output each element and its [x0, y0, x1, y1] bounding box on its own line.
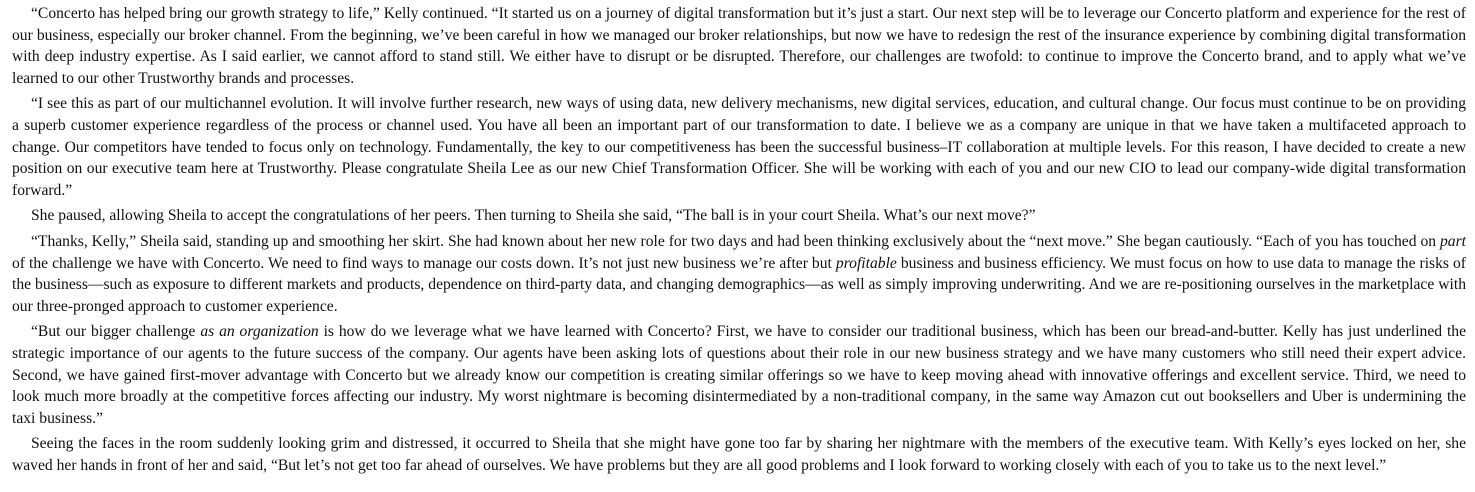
paragraph-text: is how do we leverage what we have learned with Concerto? First, we have to consider our traditional business, which has been our bread-and-butter. Kelly has just underlined the strategic importance of our agents to the future success of the company. Our agents have been asking lots of questions about their role in our new business strategy and we have many customers who still need their expert advice. Second, we have gained first-mover advantage with Concerto but we already know our competition is creating similar offerings so we have to keep moving ahead with innovative offerings and excellent service. Third, we need to look much more broadly at the competitive forces affecting our industry. My worst nightmare is becoming disintermediated by a non-traditional company, in the same way Amazon cut out booksellers and Uber is undermining the taxi business.” — [12, 323, 1466, 427]
paragraph-2 — [12, 93, 1466, 201]
paragraph-4 — [12, 231, 1466, 317]
italic-emphasis: part — [1440, 232, 1466, 250]
paragraph-text: business and business efficiency. We must focus on how to use data to manage the risks of the business—such as exposure to different markets and products, dependence on third-party data, and changing demographics—as well as simply improving underwriting. And we are re-positioning ourselves in the marketplace with our three-pronged approach to customer experience. — [12, 254, 1466, 315]
paragraph-1 — [12, 3, 1466, 89]
paragraph-text: “But our bigger challenge — [31, 323, 201, 341]
italic-emphasis: as an organization — [200, 323, 319, 341]
italic-emphasis: profitable — [835, 254, 897, 272]
paragraph-text: of the challenge we have with Concerto. We need to find ways to manage our costs down. It’s not just new business we’re after but — [12, 254, 836, 272]
paragraph-6 — [12, 433, 1466, 476]
paragraph-text: “Concerto has helped bring our growth strategy to life,” Kelly continued. “It started us on a journey of digital transformation but it’s just a start. Our next step will be to leverage our Concerto platform and experience for the rest of our business, especially our broker channel. From the beginning, we’ve been careful in how we managed our broker relationships, but now we have to redesign the rest of the insurance experience by combining digital transformation with deep industry expertise. As I said earlier, we cannot afford to stand still. We either have to disrupt or be disrupted. Therefore, our challenges are twofold: to continue to improve the Concerto brand, and to apply what we’ve learned to our other Trustworthy brands and processes. — [12, 5, 1466, 87]
paragraph-text: Seeing the faces in the room suddenly looking grim and distressed, it occurred to Sheila that she might have gone too far by sharing her nightmare with the members of the executive team. With Kelly’s eyes locked on her, she waved her hands in front of her and said, “But let’s not get too far ahead of ourselves. We have problems but they are all good problems and I look forward to working closely with each of you to take us to the next level.” — [12, 435, 1466, 474]
paragraph-text: “Thanks, Kelly,” Sheila said, standing up and smoothing her skirt. She had known about her new role for two days and had been thinking exclusively about the “next move.” She began cautiously. “Each of you has touched on — [31, 232, 1440, 250]
paragraph-5 — [12, 321, 1466, 429]
paragraph-text: She paused, allowing Sheila to accept the congratulations of her peers. Then turning to Sheila she said, “The ball is in your court Sheila. What’s our next move?” — [31, 207, 1036, 225]
paragraph-text: “I see this as part of our multichannel evolution. It will involve further research, new ways of using data, new delivery mechanisms, new digital services, education, and cultural change. Our focus must continue to be on providing a superb customer experience regardless of the process or channel used. You have all been an important part of our transformation to date. I believe we as a company are unique in that we have taken a multifaceted approach to change. Our competitors have tended to focus only on technology. Fundamentally, the key to our competitiveness has been the successful business–IT collaboration at multiple levels. For this reason, I have decided to create a new position on our executive team here at Trustworthy. Please congratulate Sheila Lee as our new Chief Transformation Officer. She will be working with each of you and our new CIO to lead our company-wide digital transformation forward.” — [12, 95, 1466, 199]
paragraph-3 — [12, 205, 1466, 227]
